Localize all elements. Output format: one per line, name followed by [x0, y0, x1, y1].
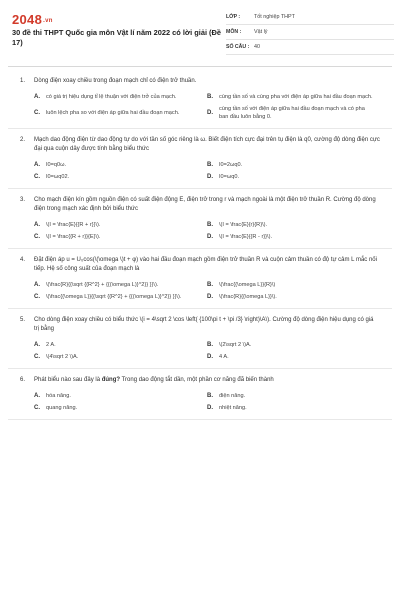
question-6 — [8, 369, 392, 420]
option-text: cùng tần số với điện áp giữa hai đầu đoạn mạch và có pha ban đầu luôn bằng 0. — [219, 106, 365, 120]
option-text: \(4\sqrt 2 \)A. — [46, 354, 79, 360]
answer-options — [20, 91, 380, 123]
option-letter: D. — [207, 405, 213, 411]
option-b[interactable] — [207, 390, 380, 402]
option-b[interactable] — [207, 279, 380, 291]
question-number: 3. — [20, 197, 26, 203]
page-header — [0, 0, 400, 64]
option-text: \(I = \frac{E}{r}{R}\). — [219, 222, 268, 228]
meta-value: Tốt nghiệp THPT — [254, 14, 295, 20]
option-letter: D. — [207, 294, 213, 300]
option-c[interactable] — [34, 171, 207, 183]
option-letter: A. — [34, 393, 40, 399]
option-text: điện năng. — [219, 393, 246, 399]
option-d[interactable] — [207, 171, 380, 183]
option-letter: B. — [207, 342, 213, 348]
option-letter: C. — [34, 405, 40, 411]
answer-options — [20, 339, 380, 363]
question-text: Đặt điện áp u = U₀cos(\(\omega \)t + φ) vào hai đầu đoạn mạch gồm điện trở thuần R và cuộn cảm thuần có độ tự cảm L mắc nối tiếp. Hệ số công suất của đoạn mạch là — [34, 257, 377, 272]
option-letter: C. — [34, 234, 40, 240]
exam-meta — [226, 10, 394, 55]
option-text: \(\frac{R}{{\sqrt {{R^2} + {{(\omega L)}^2}} }}\). — [46, 282, 159, 288]
option-letter: C. — [34, 294, 40, 300]
option-text: luôn lệch pha so với điện áp giữa hai đầu đoạn mạch. — [46, 110, 180, 116]
option-letter: B. — [207, 94, 213, 100]
meta-row-subject — [226, 25, 394, 40]
option-text: \(I = \frac{E}{{R - r}}\). — [219, 234, 273, 240]
option-text: 2 A. — [46, 342, 56, 348]
option-letter: D. — [207, 354, 213, 360]
option-text: \(I = \frac{{R + r}}{E}\). — [46, 234, 101, 240]
option-text: có giá trị hiệu dụng tỉ lệ thuận với điện trở của mạch. — [46, 94, 177, 100]
question-4 — [8, 249, 392, 309]
option-d[interactable] — [207, 291, 380, 303]
option-letter: D. — [207, 110, 213, 116]
meta-value: Vật lý — [254, 29, 268, 35]
option-letter: B. — [207, 162, 213, 168]
option-c[interactable] — [34, 291, 207, 303]
option-text: I0=q0ω. — [46, 162, 67, 168]
question-text: Cho dòng điện xoay chiều có biểu thức \(i = 4\sqrt 2 \cos \left( {100\pi t + \pi /3} \right)\A\). Cường độ dòng điện hiệu dụng có giá trị bằng — [34, 317, 374, 332]
option-b[interactable] — [207, 339, 380, 351]
option-letter: C. — [34, 110, 40, 116]
option-a[interactable] — [34, 279, 207, 291]
option-letter: D. — [207, 174, 213, 180]
option-d[interactable] — [207, 402, 380, 414]
option-a[interactable] — [34, 219, 207, 231]
option-text: \(I = \frac{E}{{R + r}}\). — [46, 222, 101, 228]
question-text-prefix: Phát biểu nào sau đây là — [34, 377, 102, 383]
question-list — [8, 70, 392, 420]
option-a[interactable] — [34, 390, 207, 402]
answer-options — [20, 390, 380, 414]
option-c[interactable] — [34, 231, 207, 243]
option-letter: C. — [34, 354, 40, 360]
question-text-emphasis: đúng? — [101, 377, 121, 383]
meta-value: 40 — [254, 44, 260, 50]
option-text: \(\frac{{\omega L}}{R}\) — [219, 282, 276, 288]
option-text: I0=2ωq0. — [219, 162, 243, 168]
option-d[interactable] — [207, 351, 380, 363]
option-a[interactable] — [34, 339, 207, 351]
option-letter: D. — [207, 234, 213, 240]
meta-key: SỐ CÂU : — [226, 44, 250, 50]
question-number: 1. — [20, 78, 26, 84]
option-letter: A. — [34, 222, 40, 228]
option-text: 4 A. — [219, 354, 229, 360]
answer-options — [20, 159, 380, 183]
meta-row-count — [226, 40, 394, 55]
header-divider — [8, 66, 392, 67]
question-text — [34, 376, 380, 385]
option-letter: B. — [207, 222, 213, 228]
option-a[interactable] — [34, 91, 207, 103]
option-letter: B. — [207, 282, 213, 288]
question-1 — [8, 70, 392, 129]
option-letter: A. — [34, 94, 40, 100]
option-text: I0=ωq0. — [219, 174, 240, 180]
option-b[interactable] — [207, 159, 380, 171]
question-text: Mạch dao động điện từ dao động tự do với tần số góc riêng là ω. Biết điện tích cực đại trên tụ điện là q0, cường độ dòng điện cực đại qua cuộn dây được tính bằng biểu thức — [34, 137, 380, 152]
option-c[interactable] — [34, 351, 207, 363]
option-letter: A. — [34, 162, 40, 168]
option-d[interactable] — [207, 103, 380, 123]
logo-domain: .vn — [43, 18, 53, 24]
option-letter: B. — [207, 393, 213, 399]
question-number: 5. — [20, 317, 26, 323]
page-title: 30 đề thi THPT Quốc gia môn Vật lí năm 2022 có lời giải (Đề 17) — [12, 28, 221, 47]
option-b[interactable] — [207, 219, 380, 231]
question-number: 2. — [20, 137, 26, 143]
option-text: nhiệt năng. — [219, 405, 247, 411]
question-text: Cho mạch điện kín gồm nguồn điện có suất điện động E, điện trở trong r và mạch ngoài là một điện trở thuần R. Cường độ dòng điện trong mạch xác định bởi biểu thức — [34, 197, 376, 212]
option-text: \(\frac{{\omega L}}{{\sqrt {{R^2} + {{(\omega L)}^2}} }}\). — [46, 294, 182, 300]
question-text: Dòng điện xoay chiều trong đoạn mạch chỉ có điện trở thuần. — [34, 78, 197, 84]
option-b[interactable] — [207, 91, 380, 103]
option-text: cùng tần số và cùng pha với điện áp giữa hai đầu đoạn mạch. — [219, 94, 373, 100]
option-text: \(2\sqrt 2 \)A. — [219, 342, 252, 348]
option-letter: A. — [34, 282, 40, 288]
option-letter: C. — [34, 174, 40, 180]
option-text: I0=ωq02. — [46, 174, 70, 180]
logo-main: 2048 — [12, 12, 43, 27]
question-3 — [8, 189, 392, 249]
site-logo[interactable] — [12, 12, 53, 27]
answer-options — [20, 219, 380, 243]
option-text: quang năng. — [46, 405, 78, 411]
question-text-suffix: Trong dao động tắt dần, một phần cơ năng đã biến thành — [120, 377, 274, 383]
option-a[interactable] — [34, 159, 207, 171]
option-text: \(\frac{R}{{\omega L}}\). — [219, 294, 277, 300]
question-5 — [8, 309, 392, 369]
question-number: 4. — [20, 257, 26, 263]
question-number: 6. — [20, 377, 26, 383]
question-2 — [8, 129, 392, 189]
meta-key: MÔN : — [226, 29, 242, 35]
option-letter: A. — [34, 342, 40, 348]
answer-options — [20, 279, 380, 303]
meta-key: LỚP : — [226, 14, 241, 20]
option-c[interactable] — [34, 402, 207, 414]
option-text: hóa năng. — [46, 393, 71, 399]
option-d[interactable] — [207, 231, 380, 243]
option-c[interactable] — [34, 103, 207, 123]
meta-row-class — [226, 10, 394, 25]
